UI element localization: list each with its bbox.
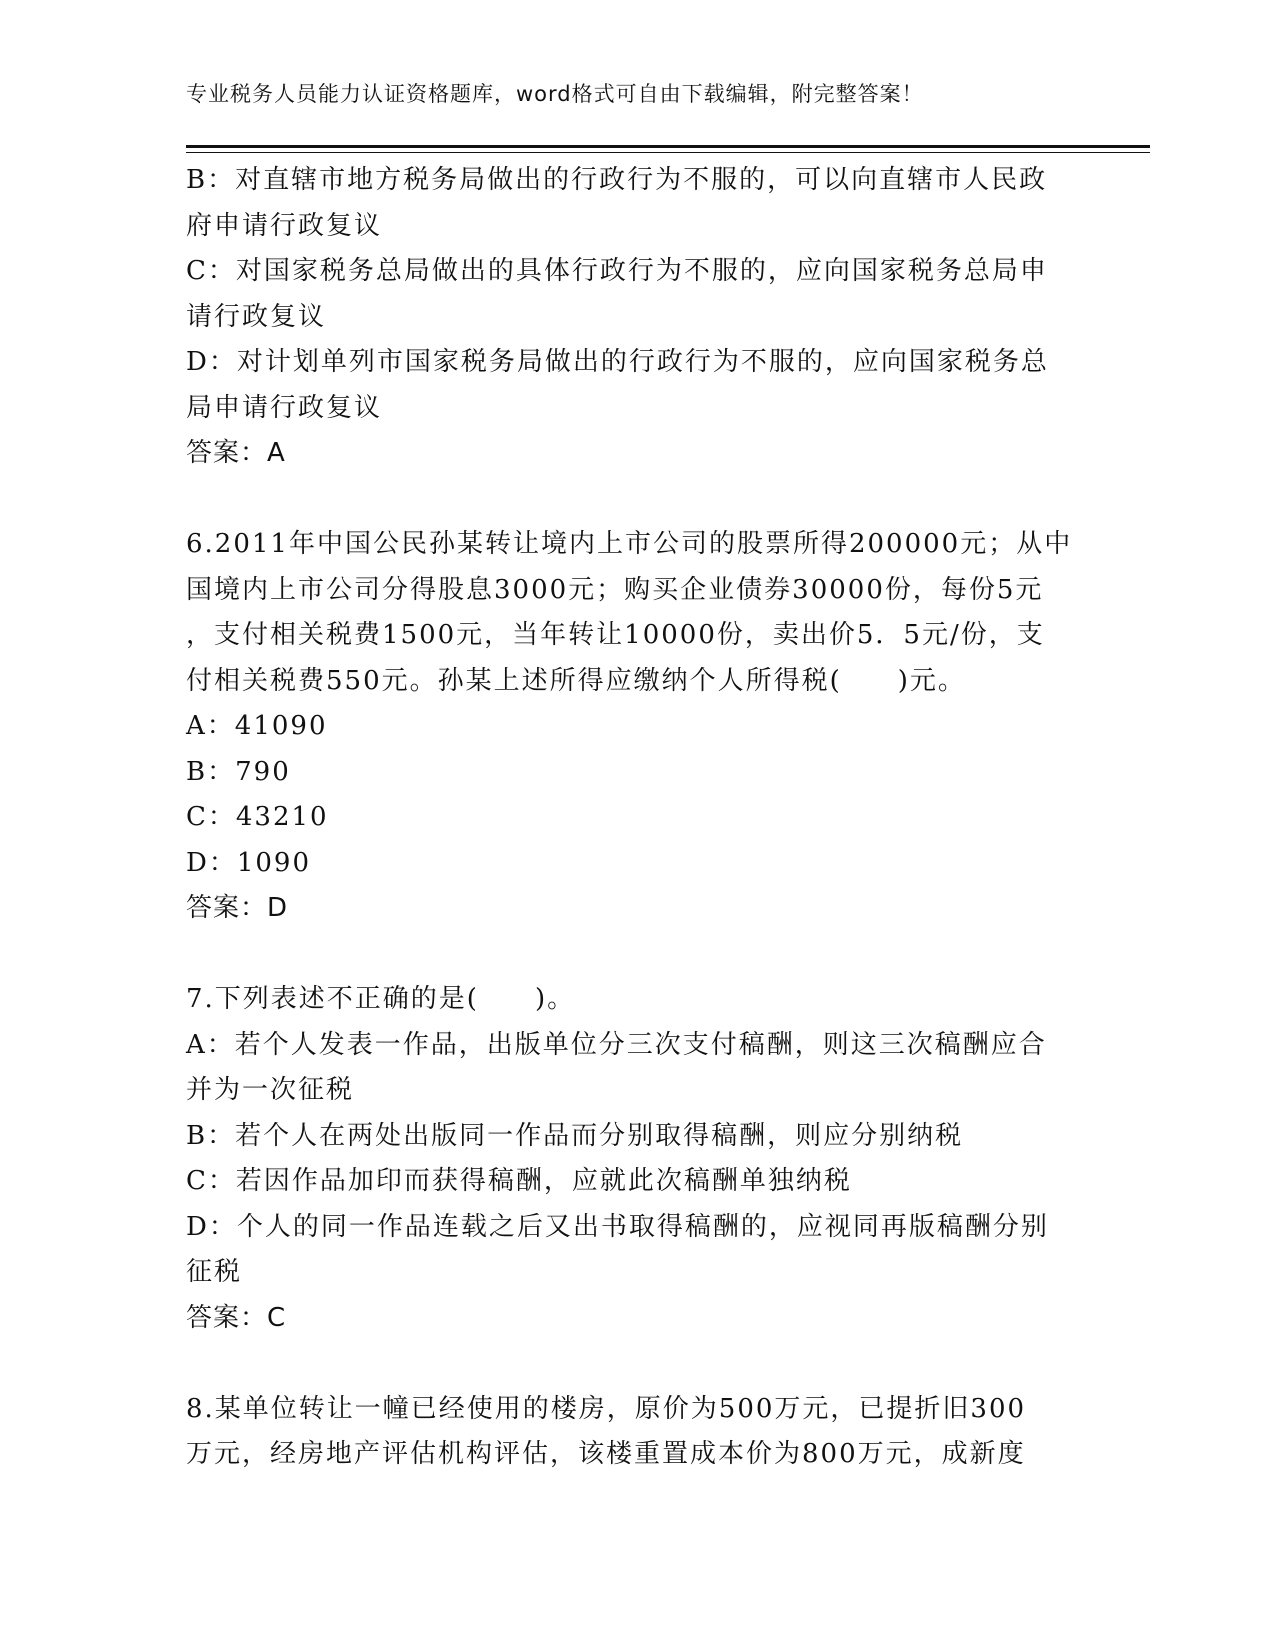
document-body [186, 158, 1086, 1478]
q5-answer: 答案：A [186, 438, 286, 468]
q5-option-c: C：对国家税务总局做出的具体行政行为不服的，应向国家税务总局申 请行政复议 [186, 256, 1048, 332]
q6-option-d: D：1090 [186, 847, 312, 878]
q7-stem: 7.下列表述不正确的是( )。 [186, 984, 576, 1014]
document-header: 专业税务人员能力认证资格题库，word格式可自由下载编辑，附完整答案！ [186, 82, 924, 106]
q7-option-b: B：若个人在两处出版同一作品而分别取得稿酬，则应分别纳税 [186, 1120, 964, 1151]
header-rule-thick [186, 145, 1150, 148]
header-rule-thin [186, 152, 1150, 153]
q6-option-c: C：43210 [186, 802, 329, 832]
q6-stem: 6.2011年中国公民孙某转让境内上市公司的股票所得200000元；从中 国境内上市公司分得股息3000元；购买企业债券30000份，每份5元 ，支付相关税费1500元，当年转让10000份，卖出价5．5元/份，支 付相关税费550元。孙某上述所得应缴纳个人所得税( )元。 [186, 529, 1073, 696]
q5-option-b: B：对直辖市地方税务局做出的行政行为不服的，可以向直辖市人民政 府申请行政复议 [186, 165, 1048, 241]
q7-option-a: A：若个人发表一作品，出版单位分三次支付稿酬，则这三次稿酬应合 并为一次征税 [186, 1029, 1047, 1105]
q8-stem: 8.某单位转让一幢已经使用的楼房，原价为500万元，已提折旧300 万元，经房地产评估机构评估，该楼重置成本价为800万元，成新度 [186, 1393, 1027, 1469]
q6-option-b: B：790 [186, 756, 291, 787]
q7-answer: 答案：C [186, 1302, 287, 1333]
q7-option-d: D：个人的同一作品连载之后又出书取得稿酬的，应视同再版稿酬分别 征税 [186, 1211, 1049, 1287]
q5-option-d: D：对计划单列市国家税务局做出的行政行为不服的，应向国家税务总 局申请行政复议 [186, 347, 1049, 423]
q6-answer: 答案：D [186, 893, 289, 923]
q6-option-a: A：41090 [186, 711, 328, 741]
q7-option-c: C：若因作品加印而获得稿酬，应就此次稿酬单独纳税 [186, 1166, 852, 1196]
